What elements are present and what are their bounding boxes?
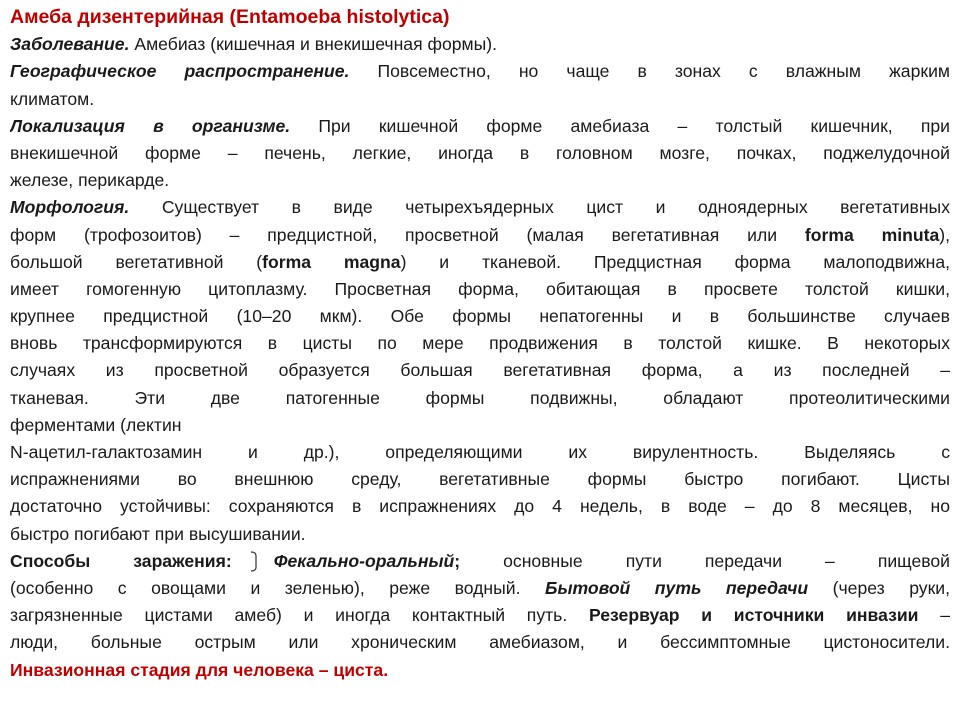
infection-text-2a: (особенно с овощами и зеленью), реже водный. — [10, 577, 545, 598]
localization-line-3: железе, перикарде. — [10, 170, 170, 191]
slide-content — [10, 4, 950, 684]
morphology-line-4: имеет гомогенную цитоплазму. Просветная форма, обитающая в просвете толстой кишки, — [10, 278, 950, 299]
infection-text-1: основные пути передачи – пищевой — [460, 550, 950, 571]
slide-title: Амеба дизентерийная (Entamoeba histolytica) — [10, 6, 450, 28]
localization-text-1: При кишечной форме амебиаза – толстый кишечник, при — [290, 115, 950, 136]
geography-line-1 — [10, 58, 950, 85]
route-punct: ; — [454, 550, 461, 571]
disease-label: Заболевание. — [10, 34, 130, 55]
infection-label: Способы заражения: — [10, 550, 232, 571]
morphology-line-7: случаях из просветной образуется большая вегетативная форма, а из последней – — [10, 360, 950, 381]
morphology-line-12: достаточно устойчивы: сохраняются в испражнениях до 4 недель, в воде – до 8 месяцев, но — [10, 496, 950, 517]
disease-text: Амебиаз (кишечная и внекишечная формы). — [129, 34, 498, 55]
morphology-line-3 — [10, 249, 950, 276]
morphology-line-13: быстро погибают при высушивании. — [10, 523, 306, 544]
morphology-label: Морфология. — [10, 197, 130, 218]
morphology-line-9: ферментами (лектин — [10, 414, 182, 435]
geography-text-1: Повсеместно, но чаще в зонах с влажным жарким — [349, 61, 950, 82]
morphology-line-1 — [10, 194, 950, 221]
infection-line-3 — [10, 602, 950, 629]
disease-paragraph — [10, 31, 950, 58]
localization-line-1 — [10, 113, 950, 140]
infection-text-3a: загрязненные цистами амеб) и иногда контактный путь. — [10, 605, 589, 626]
geography-label: Географическое распространение. — [10, 61, 350, 82]
morphology-text-2c: ), — [939, 224, 950, 245]
geography-line-2: климатом. — [10, 88, 95, 109]
morphology-text-3a: большой вегетативной ( — [10, 251, 263, 272]
morphology-text-3c: ) и тканевой. Предцистная форма малоподвижна, — [400, 251, 950, 272]
route-household: Бытовой путь передачи — [544, 577, 809, 598]
morphology-line-5: крупнее предцистной (10–20 мкм). Обе формы непатогенны и в большинстве случаев — [10, 306, 950, 327]
bracket-icon — [250, 551, 260, 572]
morphology-line-11: испражнениями во внешнюю среду, вегетативные формы быстро погибают. Цисты — [10, 469, 950, 490]
invasion-stage: Инвазионная стадия для человека – циста. — [10, 659, 389, 680]
morphology-text-1: Существует в виде четырехъядерных цист и одноядерных вегетативных — [129, 197, 950, 218]
localization-line-2: внекишечной форме – печень, легкие, иногда в головном мозге, почках, поджелудочной — [10, 142, 950, 163]
infection-line-4: люди, больные острым или хроническим амебиазом, и бессимптомные цистоносители. — [10, 632, 950, 653]
morphology-line-8: тканевая. Эти две патогенные формы подвижны, обладают протеолитическими — [10, 387, 950, 408]
morphology-text-2a: форм (трофозоитов) – предцистной, просветной (малая вегетативная или — [10, 224, 805, 245]
infection-text-2b: (через руки, — [808, 577, 950, 598]
infection-text-3b: – — [918, 605, 950, 626]
morphology-line-2 — [10, 222, 950, 249]
infection-line-2 — [10, 575, 950, 602]
localization-label: Локализация в организме. — [10, 115, 291, 136]
morphology-line-6: вновь трансформируются в цисты по мере продвижения в толстой кишке. В некоторых — [10, 333, 950, 354]
infection-line-1 — [10, 548, 950, 575]
reservoir-term: Резервуар и источники инвазии — [588, 605, 919, 626]
forma-magna-term: forma magna — [262, 251, 401, 272]
morphology-line-10: N-ацетил-галактозамин и др.), определяющими их вирулентность. Выделяясь с — [10, 442, 950, 462]
forma-minuta-term: forma minuta — [804, 224, 940, 245]
route-fecal-oral: Фекально-оральный — [273, 550, 455, 571]
